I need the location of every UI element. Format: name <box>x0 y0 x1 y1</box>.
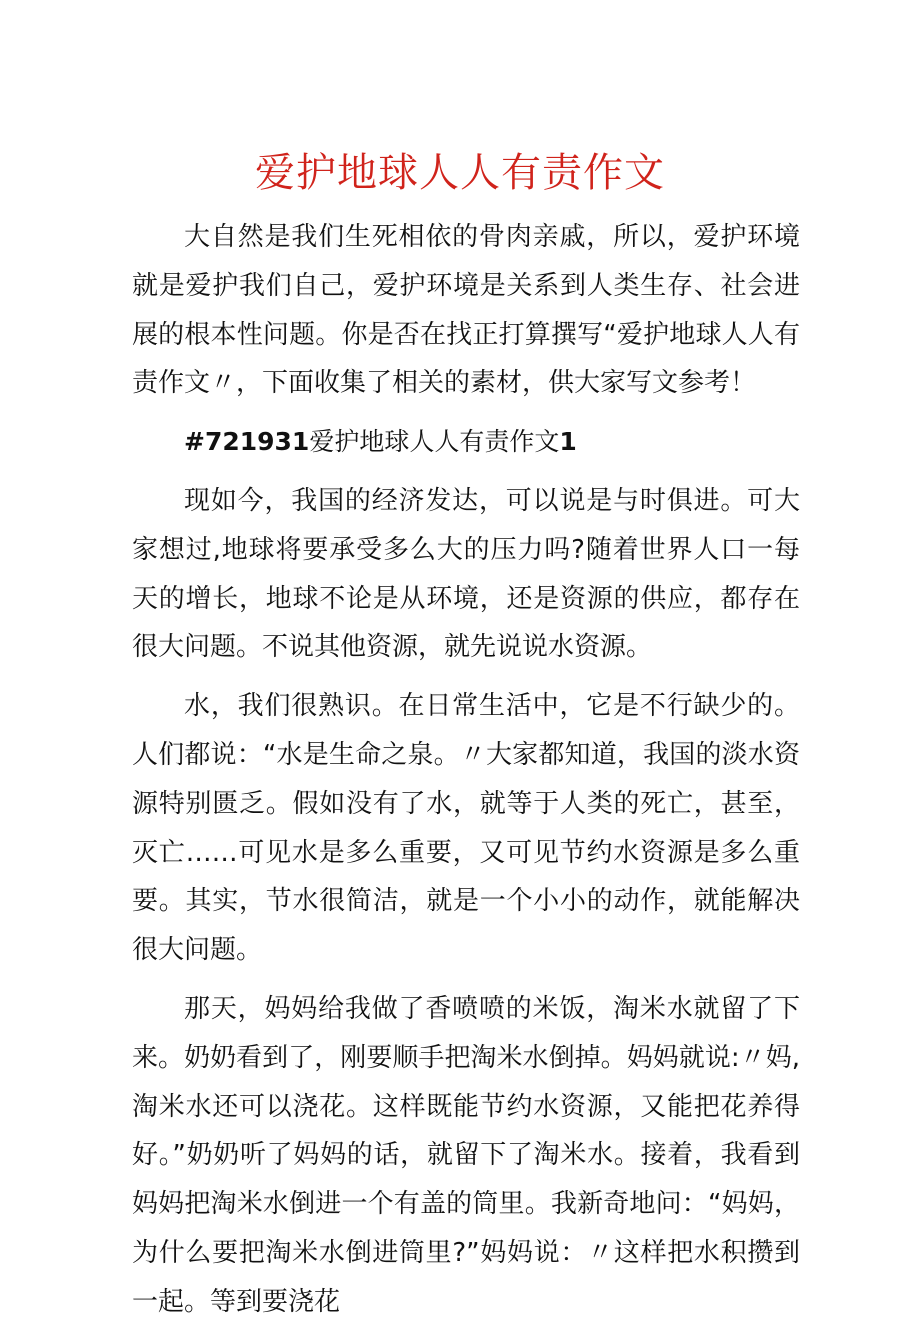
body-paragraph-2: 水，我们很熟识。在日常生活中，它是不行缺少的。人们都说：“水是生命之泉。〃大家都知道，我国的淡水资源特别匮乏。假如没有了水，就等于人类的死亡，甚至，灭亡……可见水是多么重要，又可见节约水资源是多么重要。其实，节水很简洁，就是一个小小的动作，就能解决很大问题。 <box>132 691 800 966</box>
section-heading-index: 1 <box>559 427 577 457</box>
section-heading-number: #721931 <box>184 427 310 457</box>
section-heading <box>132 418 800 467</box>
intro-paragraph: 大自然是我们生死相依的骨肉亲戚，所以，爱护环境就是爱护我们自己，爱护环境是关系到人类生存、社会进展的根本性问题。你是否在找正打算撰写“爱护地球人人有责作文〃，下面收集了相关的素材，供大家写文参考！ <box>132 222 800 399</box>
document-body <box>132 213 800 1327</box>
body-paragraph-3: 那天，妈妈给我做了香喷喷的米饭，淘米水就留了下来。奶奶看到了，刚要顺手把淘米水倒掉。妈妈就说:〃妈,淘米水还可以浇花。这样既能节约水资源，又能把花养得好。”奶奶听了妈妈的话，就留下了淘米水。接着，我看到妈妈把淘米水倒进一个有盖的筒里。我新奇地问：“妈妈，为什么要把淘米水倒进筒里?”妈妈说：〃这样把水积攒到一起。等到要浇花 <box>132 993 800 1317</box>
document-title: 爱护地球人人有责作文 <box>255 150 665 196</box>
section-heading-text: 爱护地球人人有责作文 <box>309 427 560 457</box>
body-paragraph-1: 现如今，我国的经济发达，可以说是与时俱进。可大家想过,地球将要承受多么大的压力吗?随着世界人口一每天的增长，地球不论是从环境，还是资源的供应，都存在很大问题。不说其他资源，就先说说水资源。 <box>132 485 800 663</box>
